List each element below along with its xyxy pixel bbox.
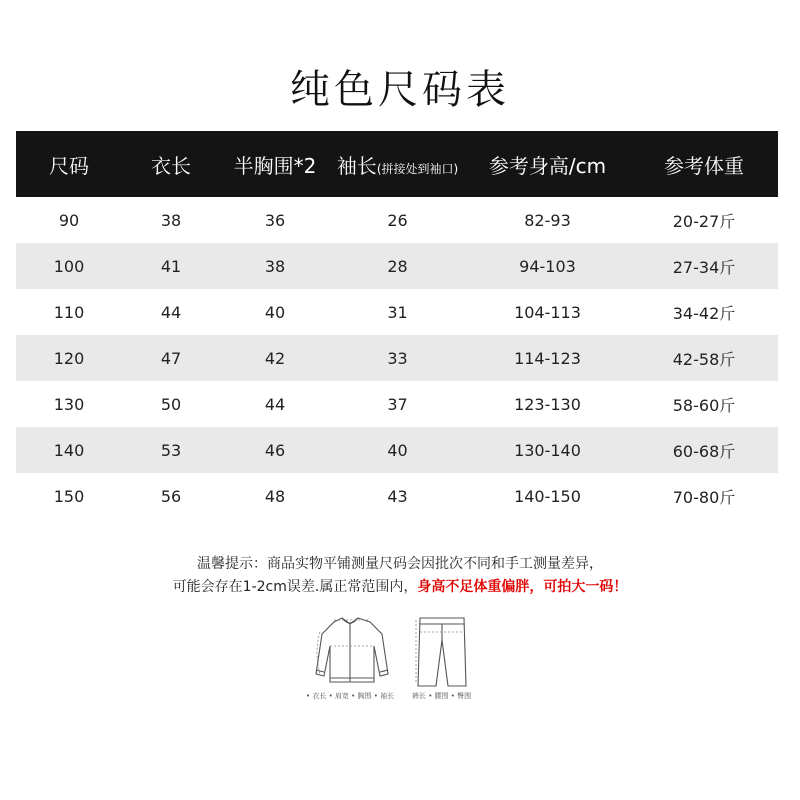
table-cell: 114-123 <box>514 348 581 368</box>
table-cell: 60-68斤 <box>672 441 736 461</box>
table-cell: 40 <box>387 440 408 460</box>
table-cell: 140 <box>53 440 85 460</box>
table-cell: 82-93 <box>524 210 571 230</box>
table-cell: 20-27斤 <box>672 211 736 231</box>
header-sleeve-note: (拼接处到袖口) <box>376 161 459 176</box>
table-cell: 58-60斤 <box>672 395 736 415</box>
table-cell: 38 <box>264 256 286 276</box>
header-length: 衣长 <box>151 153 191 178</box>
table-row <box>16 243 778 289</box>
table-cell: 44 <box>160 302 182 322</box>
table-cell: 100 <box>53 256 85 276</box>
page-title: 纯色尺码表 <box>290 67 510 113</box>
table-cell: 26 <box>387 210 408 230</box>
table-cell: 130-140 <box>514 440 581 460</box>
table-cell: 37 <box>387 394 408 414</box>
notice-line-2-red: 身高不足体重偏胖，可拍大一码！ <box>417 579 628 595</box>
table-cell: 44 <box>264 394 286 414</box>
table-row <box>16 381 778 427</box>
table-cell: 130 <box>53 394 85 414</box>
header-sleeve-label: 袖长 <box>336 153 377 178</box>
table-cell: 27-34斤 <box>672 257 736 277</box>
table-cell: 38 <box>160 210 182 230</box>
notice-line-1: 温馨提示：商品实物平铺测量尺码会因批次不同和手工测量差异， <box>197 556 603 572</box>
header-weight: 参考体重 <box>664 153 744 178</box>
table-cell: 56 <box>160 486 182 506</box>
notice-line-2 <box>0 576 800 599</box>
table-cell: 120 <box>53 348 85 368</box>
table-cell: 104-113 <box>514 302 581 322</box>
table-cell: 50 <box>160 394 182 414</box>
pants-icon <box>414 614 470 690</box>
table-cell: 42-58斤 <box>672 349 736 369</box>
table-row <box>16 289 778 335</box>
table-cell: 42 <box>264 348 286 368</box>
table-cell: 150 <box>53 486 85 506</box>
table-cell: 34-42斤 <box>672 303 736 323</box>
table-row <box>16 197 778 243</box>
table-body <box>16 197 778 519</box>
table-cell: 140-150 <box>514 486 581 506</box>
shirt-measure-labels: • 衣长 • 肩宽 • 胸围 • 袖长 <box>306 692 395 700</box>
table-cell: 94-103 <box>519 256 576 276</box>
table-cell: 36 <box>264 210 286 230</box>
table-row <box>16 427 778 473</box>
shirt-icon <box>312 612 392 690</box>
notice-line-2-normal: 可能会存在1-2cm误差.属正常范围内， <box>172 579 418 595</box>
table-cell: 90 <box>58 210 80 230</box>
header-size: 尺码 <box>49 153 89 178</box>
table-cell: 47 <box>160 348 182 368</box>
pants-measure-labels: 裤长 • 腰围 • 臀围 <box>412 692 472 700</box>
table-cell: 70-80斤 <box>672 487 736 507</box>
table-cell: 40 <box>264 302 286 322</box>
table-cell: 53 <box>160 440 182 460</box>
table-cell: 33 <box>387 348 408 368</box>
table-cell: 43 <box>387 486 408 506</box>
header-sleeve <box>330 150 465 179</box>
table-cell: 110 <box>53 302 85 322</box>
table-cell: 41 <box>160 256 182 276</box>
table-row <box>16 335 778 381</box>
table-cell: 31 <box>387 302 408 322</box>
table-header <box>16 131 778 197</box>
table-cell: 123-130 <box>514 394 581 414</box>
table-row <box>16 473 778 519</box>
table-cell: 28 <box>387 256 408 276</box>
size-table <box>16 131 778 519</box>
notice <box>0 553 800 599</box>
table-cell: 46 <box>264 440 286 460</box>
header-height: 参考身高/cm <box>488 153 607 178</box>
table-cell: 48 <box>264 486 286 506</box>
header-chest: 半胸围*2 <box>233 153 317 178</box>
